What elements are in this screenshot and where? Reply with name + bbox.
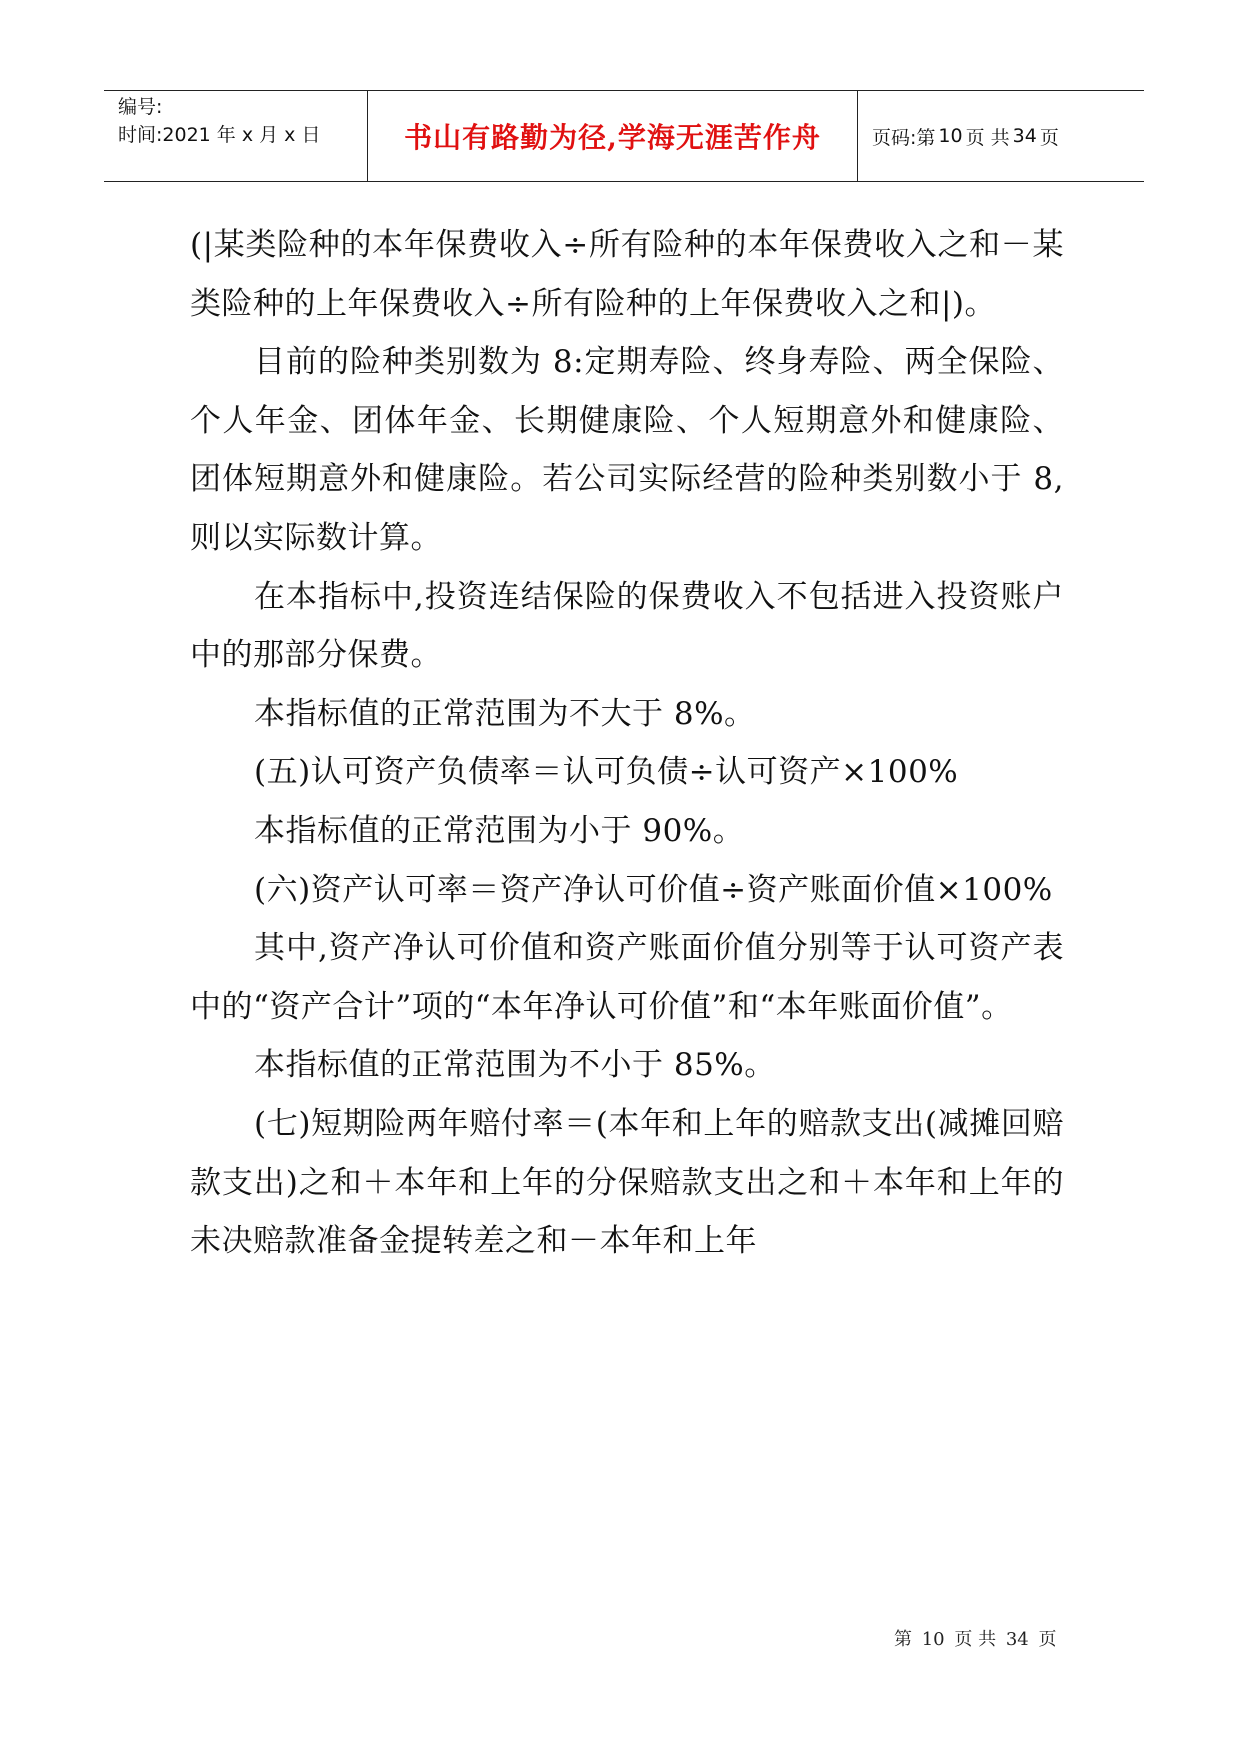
page-header (104, 90, 1144, 182)
paragraph: 目前的险种类别数为 8:定期寿险、终身寿险、两全保险、个人年金、团体年金、长期健康险、个人短期意外和健康险、团体短期意外和健康险。若公司实际经营的险种类别数小于 8,则以实际数计算。 (190, 344, 1064, 556)
page-end-label: 页 (1039, 126, 1059, 149)
footer-page-number: 10 (921, 1629, 945, 1650)
paragraph: (六)资产认可率＝资产净认可价值÷资产账面价值×100% (254, 871, 1053, 908)
page-label: 页码:第 (872, 126, 936, 149)
page-footer (894, 1625, 1060, 1651)
time-label: 时间:2021 年 x 月 x 日 (118, 124, 321, 146)
header-meta (104, 91, 368, 181)
header-page-info (858, 91, 1144, 181)
page-number: 10 (938, 125, 963, 147)
header-motto-cell (368, 91, 858, 181)
total-pages: 34 (1012, 125, 1037, 147)
footer-prefix: 第 (894, 1629, 912, 1650)
paragraph: 其中,资产净认可价值和资产账面价值分别等于认可资产表中的“资产合计”项的“本年净认可价值”和“本年账面价值”。 (190, 930, 1064, 1025)
paragraph: 本指标值的正常范围为小于 90%。 (254, 812, 745, 849)
document-body (190, 216, 1064, 1271)
paragraph: 本指标值的正常范围为不大于 8%。 (254, 695, 756, 732)
footer-total-pages: 34 (1005, 1629, 1029, 1650)
motto: 书山有路勤为径,学海无涯苦作舟 (404, 121, 821, 154)
paragraph: (七)短期险两年赔付率＝(本年和上年的赔款支出(减摊回赔款支出)之和＋本年和上年的分保赔款支出之和＋本年和上年的未决赔款准备金提转差之和－本年和上年 (190, 1105, 1064, 1260)
paragraph: 本指标值的正常范围为不小于 85%。 (254, 1047, 776, 1084)
paragraph: (五)认可资产负债率＝认可负债÷认可资产×100% (254, 754, 959, 791)
paragraph: (|某类险种的本年保费收入÷所有险种的本年保费收入之和－某类险种的上年保费收入÷所有险种的上年保费收入之和|)。 (190, 227, 1064, 322)
page-mid-label: 页 共 (965, 126, 1010, 149)
serial-number-label: 编号: (118, 96, 163, 118)
footer-suffix: 页 (1038, 1629, 1057, 1650)
paragraph: 在本指标中,投资连结保险的保费收入不包括进入投资账户中的那部分保费。 (190, 578, 1064, 674)
footer-mid: 页 共 (954, 1629, 997, 1650)
